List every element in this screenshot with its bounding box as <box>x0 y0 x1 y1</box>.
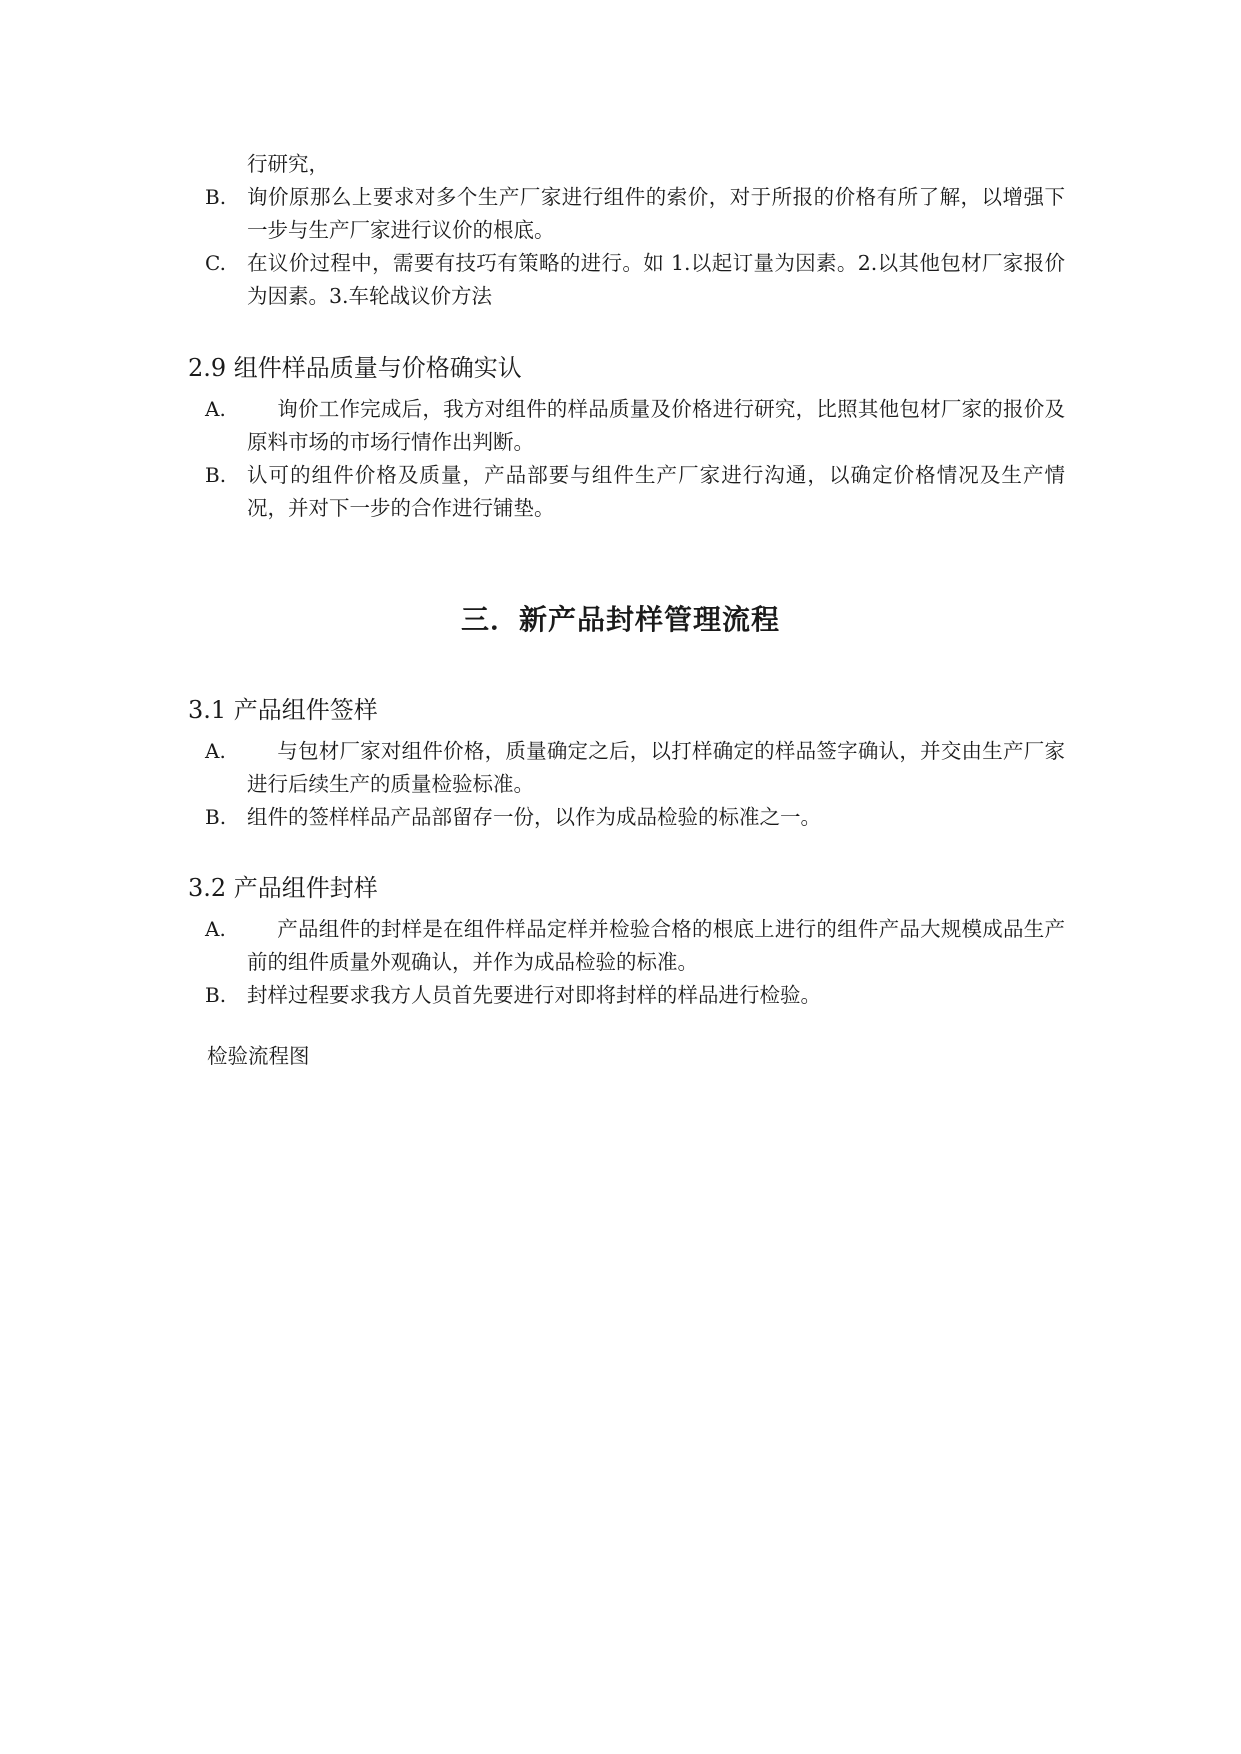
section-2-9-list <box>205 393 1065 525</box>
list-item <box>205 979 1065 1012</box>
list-item-text: 询价原那么上要求对多个生产厂家进行组件的索价，对于所报的价格有所了解，以增强下一步与生产厂家进行议价的根底。 <box>247 185 1065 242</box>
list-marker: B. <box>205 185 227 209</box>
list-marker: B. <box>205 983 227 1007</box>
list-item <box>205 801 1065 834</box>
chapter-3-title: 三．新产品封样管理流程 <box>460 603 780 636</box>
list-item-text: 询价工作完成后，我方对组件的样品质量及价格进行研究，比照其他包材厂家的报价及原料市场的市场行情作出判断。 <box>247 397 1065 454</box>
flowchart-caption: 检验流程图 <box>207 1044 310 1068</box>
list-item-text: 与包材厂家对组件价格，质量确定之后，以打样确定的样品签字确认，并交由生产厂家进行后续生产的质量检验标准。 <box>247 739 1065 796</box>
list-marker: A. <box>205 917 226 941</box>
list-item <box>205 459 1065 525</box>
list-item <box>205 393 1065 459</box>
list-marker: B. <box>205 463 227 487</box>
list-item <box>205 181 1065 247</box>
list-marker: C. <box>205 251 226 275</box>
list-marker: A. <box>205 739 226 763</box>
section-2-8-list <box>205 181 1065 313</box>
section-3-2-list <box>205 913 1065 1012</box>
list-marker: A. <box>205 397 226 421</box>
list-item-text: 封样过程要求我方人员首先要进行对即将封样的样品进行检验。 <box>247 983 821 1007</box>
list-item-text: 组件的签样样品产品部留存一份，以作为成品检验的标准之一。 <box>247 805 821 829</box>
section-3-1-list <box>205 735 1065 834</box>
section-2-9-title: 2.9 组件样品质量与价格确实认 <box>188 354 522 382</box>
list-item-text: 在议价过程中，需要有技巧有策略的进行。如 1.以起订量为因素。2.以其他包材厂家报价为因素。3.车轮战议价方法 <box>247 251 1065 308</box>
list-item <box>205 247 1065 313</box>
continuation-text: 行研究， <box>247 152 329 176</box>
list-item-text: 产品组件的封样是在组件样品定样并检验合格的根底上进行的组件产品大规模成品生产前的组件质量外观确认，并作为成品检验的标准。 <box>247 917 1065 974</box>
list-marker: B. <box>205 805 227 829</box>
list-item-text: 认可的组件价格及质量，产品部要与组件生产厂家进行沟通，以确定价格情况及生产情况，并对下一步的合作进行铺垫。 <box>247 463 1065 520</box>
list-item <box>205 913 1065 979</box>
list-item <box>205 735 1065 801</box>
section-3-1-title: 3.1 产品组件签样 <box>188 696 378 724</box>
section-3-2-title: 3.2 产品组件封样 <box>188 874 378 902</box>
